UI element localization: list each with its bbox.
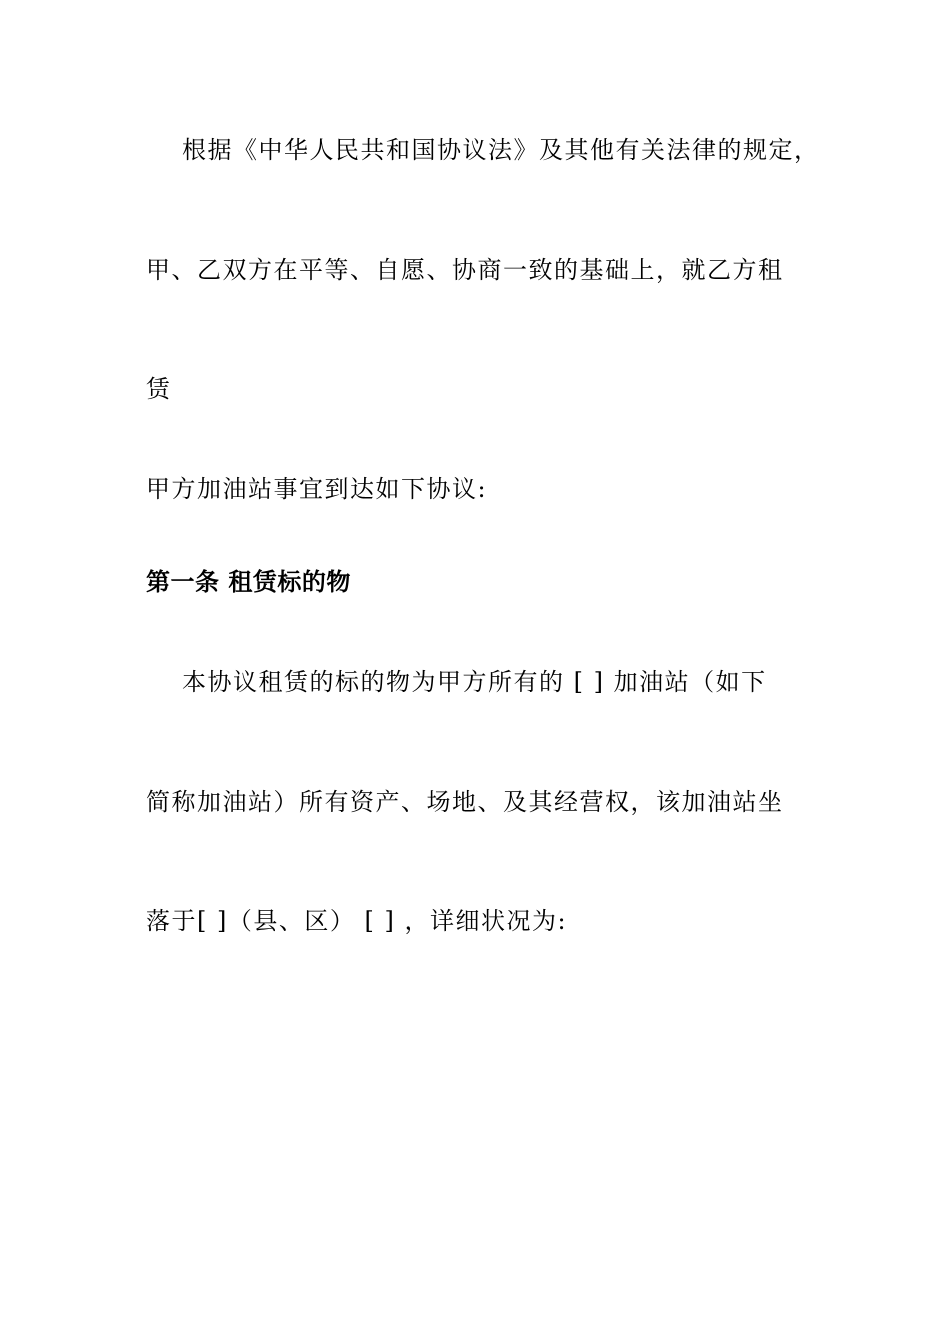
paragraph-line: 根据《中华人民共和国协议法》及其他有关法律的规定，	[182, 136, 820, 164]
paragraph-line: 赁	[146, 375, 172, 403]
paragraph-line: 甲、乙双方在平等、自愿、协商一致的基础上，就乙方租	[146, 256, 784, 284]
article-line: 落于[ ]（县、区） [ ] ，详细状况为:	[146, 907, 568, 935]
paragraph-line: 甲方加油站事宜到达如下协议:	[146, 475, 488, 503]
article-heading: 第一条 租赁标的物	[146, 567, 351, 596]
article-line: 本协议租赁的标的物为甲方所有的 [ ] 加油站（如下	[182, 668, 767, 696]
article-line: 简称加油站）所有资产、场地、及其经营权，该加油站坐	[146, 788, 784, 816]
